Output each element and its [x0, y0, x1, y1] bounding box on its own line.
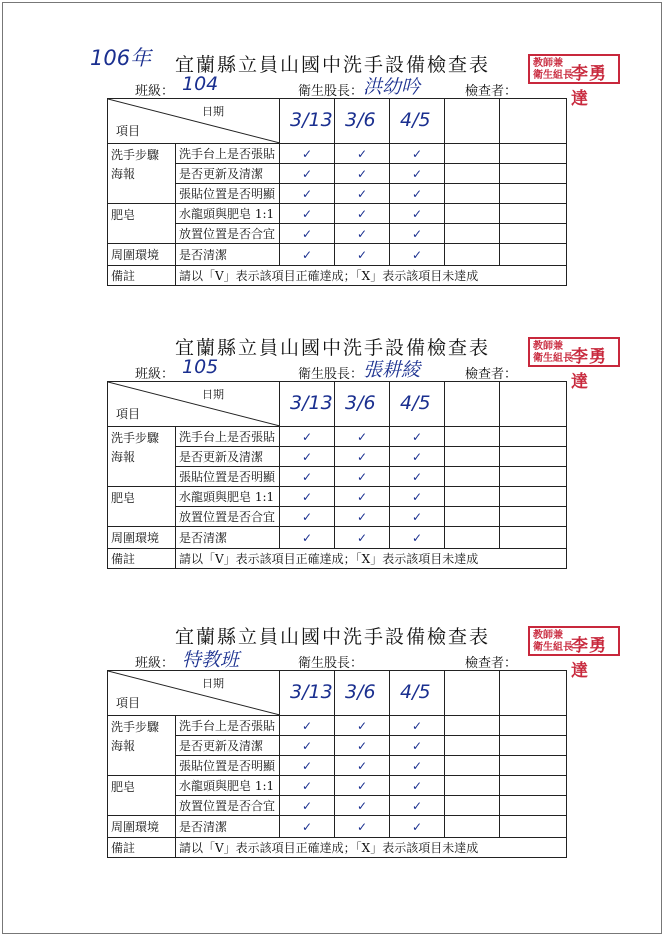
- stamp-role-line1: 教師兼: [533, 341, 563, 352]
- inspector-label: 檢查者：: [465, 367, 518, 382]
- check-cell: ✓: [280, 224, 335, 244]
- check-cell: [445, 467, 500, 487]
- category-name: 肥皂: [111, 491, 136, 505]
- item-label: 水龍頭與肥皂 1:1: [176, 487, 280, 507]
- check-cell: ✓: [335, 507, 390, 527]
- item-label: 張貼位置是否明顯: [176, 184, 280, 204]
- check-cell: [445, 427, 500, 447]
- item-header-label: 項目: [116, 124, 141, 138]
- item-label: 洗手台上是否張貼: [176, 427, 280, 447]
- check-cell: ✓: [390, 244, 445, 266]
- date-value: 4/5: [400, 392, 431, 414]
- date-column-header: [335, 671, 390, 716]
- item-label: 是否更新及清潔: [176, 164, 280, 184]
- chief-label: 衛生股長：: [298, 656, 364, 671]
- check-cell: [445, 796, 500, 816]
- check-cell: [445, 204, 500, 224]
- form-title: 宜蘭縣立員山國中洗手設備檢查表: [175, 54, 491, 76]
- remarks-text: 請以「V」表示該項目正確達成；「X」表示該項目未達成: [176, 549, 567, 569]
- check-cell: [445, 756, 500, 776]
- check-cell: [500, 164, 567, 184]
- check-cell: [445, 776, 500, 796]
- category-name: 周圍環境: [111, 820, 160, 834]
- table-row: [108, 467, 567, 487]
- check-cell: ✓: [280, 716, 335, 736]
- check-cell: [500, 427, 567, 447]
- stamp-role: [533, 58, 573, 82]
- date-item-header: [108, 382, 280, 427]
- item-label: 張貼位置是否明顯: [176, 756, 280, 776]
- category-name: 海報: [111, 450, 136, 464]
- item-label: 是否清潔: [176, 244, 280, 266]
- table-row: [108, 487, 567, 507]
- stamp-name: 李勇達: [571, 636, 607, 681]
- check-cell: ✓: [390, 736, 445, 756]
- stamp-role-line2: 衛生組長: [533, 642, 573, 653]
- check-cell: ✓: [335, 487, 390, 507]
- date-value: 3/13: [290, 681, 333, 703]
- table-row: [108, 716, 567, 736]
- date-value: 3/6: [345, 392, 376, 414]
- date-header-label: 日期: [202, 105, 224, 118]
- header-row: [108, 99, 567, 144]
- check-cell: ✓: [280, 244, 335, 266]
- item-label: 是否更新及清潔: [176, 736, 280, 756]
- check-cell: ✓: [390, 487, 445, 507]
- item-label: 是否清潔: [176, 527, 280, 549]
- check-cell: ✓: [280, 427, 335, 447]
- check-cell: [445, 224, 500, 244]
- check-cell: ✓: [280, 527, 335, 549]
- form-title: 宜蘭縣立員山國中洗手設備檢查表: [175, 626, 491, 648]
- check-cell: [500, 184, 567, 204]
- category-cell: [108, 527, 176, 549]
- header-row: [108, 382, 567, 427]
- check-cell: ✓: [390, 527, 445, 549]
- check-cell: ✓: [390, 164, 445, 184]
- year-note-handwritten: 106年: [90, 46, 152, 70]
- check-cell: [500, 224, 567, 244]
- remarks-row: [108, 549, 567, 569]
- check-cell: [500, 487, 567, 507]
- check-cell: ✓: [390, 447, 445, 467]
- date-column-header: [500, 99, 567, 144]
- check-cell: ✓: [335, 447, 390, 467]
- item-label: 洗手台上是否張貼: [176, 144, 280, 164]
- inspector-label: 檢查者：: [465, 84, 518, 99]
- item-label: 洗手台上是否張貼: [176, 716, 280, 736]
- stamp-role-line1: 教師兼: [533, 630, 563, 641]
- table-row: [108, 427, 567, 447]
- stamp-role: [533, 341, 573, 365]
- item-label: 張貼位置是否明顯: [176, 467, 280, 487]
- check-cell: ✓: [390, 507, 445, 527]
- table-row: [108, 184, 567, 204]
- remarks-text: 請以「V」表示該項目正確達成；「X」表示該項目未達成: [176, 838, 567, 858]
- check-cell: [445, 487, 500, 507]
- check-cell: ✓: [335, 164, 390, 184]
- table-row: [108, 796, 567, 816]
- check-cell: ✓: [335, 716, 390, 736]
- check-cell: ✓: [280, 204, 335, 224]
- date-column-header: [280, 671, 335, 716]
- check-cell: [445, 736, 500, 756]
- check-cell: ✓: [280, 776, 335, 796]
- check-cell: [500, 816, 567, 838]
- check-cell: ✓: [335, 144, 390, 164]
- table-row: [108, 204, 567, 224]
- category-name: 周圍環境: [111, 531, 160, 545]
- category-cell: [108, 244, 176, 266]
- check-cell: [445, 144, 500, 164]
- check-cell: ✓: [280, 816, 335, 838]
- stamp-role-line2: 衛生組長: [533, 353, 573, 364]
- category-name: 海報: [111, 167, 136, 181]
- class-value: 104: [182, 73, 219, 95]
- item-label: 放置位置是否合宜: [176, 507, 280, 527]
- table-row: [108, 144, 567, 164]
- class-label: 班級：: [135, 656, 175, 671]
- table-row: [108, 527, 567, 549]
- check-cell: ✓: [390, 144, 445, 164]
- date-column-header: [445, 671, 500, 716]
- check-cell: [500, 244, 567, 266]
- table-row: [108, 816, 567, 838]
- check-cell: ✓: [280, 144, 335, 164]
- category-name: 肥皂: [111, 780, 136, 794]
- check-cell: ✓: [390, 776, 445, 796]
- item-label: 放置位置是否合宜: [176, 224, 280, 244]
- table-row: [108, 244, 567, 266]
- official-stamp: [528, 626, 620, 681]
- stamp-name: 李勇達: [571, 347, 607, 392]
- date-value: 3/13: [290, 109, 333, 131]
- stamp-role-line2: 衛生組長: [533, 70, 573, 81]
- stamp-role: [533, 630, 573, 654]
- item-label: 是否清潔: [176, 816, 280, 838]
- date-column-header: [335, 382, 390, 427]
- category-name: 洗手步驟: [111, 720, 160, 734]
- check-cell: ✓: [335, 204, 390, 224]
- check-cell: ✓: [280, 756, 335, 776]
- check-cell: ✓: [390, 427, 445, 447]
- item-label: 是否更新及清潔: [176, 447, 280, 467]
- category-cell: [108, 716, 176, 776]
- table-row: [108, 447, 567, 467]
- remarks-label: 備註: [108, 266, 176, 286]
- check-cell: ✓: [280, 184, 335, 204]
- table-row: [108, 736, 567, 756]
- check-cell: ✓: [280, 507, 335, 527]
- table-row: [108, 776, 567, 796]
- check-cell: ✓: [390, 796, 445, 816]
- date-column-header: [445, 382, 500, 427]
- check-cell: ✓: [390, 716, 445, 736]
- form-title: 宜蘭縣立員山國中洗手設備檢查表: [175, 337, 491, 359]
- date-value: 3/6: [345, 109, 376, 131]
- check-cell: ✓: [335, 467, 390, 487]
- check-cell: ✓: [390, 756, 445, 776]
- check-cell: ✓: [335, 816, 390, 838]
- check-cell: [445, 507, 500, 527]
- date-column-header: [280, 382, 335, 427]
- check-cell: [445, 184, 500, 204]
- official-stamp: [528, 337, 620, 392]
- remarks-label: 備註: [108, 549, 176, 569]
- date-column-header: [390, 382, 445, 427]
- chief-label: 衛生股長：: [298, 367, 364, 382]
- table-row: [108, 224, 567, 244]
- check-cell: ✓: [335, 527, 390, 549]
- category-name: 肥皂: [111, 208, 136, 222]
- check-cell: ✓: [335, 776, 390, 796]
- check-cell: ✓: [280, 796, 335, 816]
- category-cell: [108, 144, 176, 204]
- remarks-text: 請以「V」表示該項目正確達成；「X」表示該項目未達成: [176, 266, 567, 286]
- inspector-label: 檢查者：: [465, 656, 518, 671]
- check-cell: [445, 716, 500, 736]
- check-cell: [500, 796, 567, 816]
- check-cell: [500, 716, 567, 736]
- class-label: 班級：: [135, 367, 175, 382]
- check-cell: ✓: [335, 756, 390, 776]
- remarks-row: [108, 266, 567, 286]
- checklist-table: [107, 381, 567, 569]
- check-cell: [445, 447, 500, 467]
- table-row: [108, 507, 567, 527]
- check-cell: [500, 756, 567, 776]
- date-column-header: [390, 99, 445, 144]
- check-cell: ✓: [335, 224, 390, 244]
- class-value: 105: [182, 356, 219, 378]
- check-cell: [500, 144, 567, 164]
- check-cell: ✓: [390, 184, 445, 204]
- chief-value: 洪幼吟: [363, 76, 421, 98]
- check-cell: ✓: [335, 736, 390, 756]
- check-cell: [500, 447, 567, 467]
- check-cell: ✓: [335, 427, 390, 447]
- date-header-label: 日期: [202, 388, 224, 401]
- remarks-label: 備註: [108, 838, 176, 858]
- date-value: 3/6: [345, 681, 376, 703]
- stamp-name: 李勇達: [571, 64, 607, 109]
- category-cell: [108, 776, 176, 816]
- stamp-role-line1: 教師兼: [533, 58, 563, 69]
- item-label: 水龍頭與肥皂 1:1: [176, 204, 280, 224]
- check-cell: ✓: [280, 467, 335, 487]
- date-column-header: [390, 671, 445, 716]
- check-cell: [500, 467, 567, 487]
- check-cell: ✓: [335, 244, 390, 266]
- item-label: 水龍頭與肥皂 1:1: [176, 776, 280, 796]
- date-column-header: [500, 671, 567, 716]
- item-header-label: 項目: [116, 696, 141, 710]
- checklist-table: [107, 670, 567, 858]
- checklist-table: [107, 98, 567, 286]
- chief-label: 衛生股長：: [298, 84, 364, 99]
- date-column-header: [335, 99, 390, 144]
- date-value: 4/5: [400, 109, 431, 131]
- date-item-header: [108, 99, 280, 144]
- category-name: 洗手步驟: [111, 431, 160, 445]
- check-cell: [445, 164, 500, 184]
- check-cell: ✓: [390, 204, 445, 224]
- header-row: [108, 671, 567, 716]
- check-cell: [500, 736, 567, 756]
- check-cell: ✓: [335, 796, 390, 816]
- item-header-label: 項目: [116, 407, 141, 421]
- table-row: [108, 756, 567, 776]
- category-name: 海報: [111, 739, 136, 753]
- check-cell: ✓: [335, 184, 390, 204]
- category-name: 洗手步驟: [111, 148, 160, 162]
- check-cell: ✓: [390, 816, 445, 838]
- check-cell: ✓: [390, 467, 445, 487]
- check-cell: [500, 527, 567, 549]
- official-stamp: [528, 54, 620, 109]
- remarks-row: [108, 838, 567, 858]
- category-cell: [108, 204, 176, 244]
- date-item-header: [108, 671, 280, 716]
- table-row: [108, 164, 567, 184]
- date-value: 3/13: [290, 392, 333, 414]
- date-column-header: [445, 99, 500, 144]
- class-value: 特教班: [182, 649, 240, 671]
- check-cell: [445, 816, 500, 838]
- date-value: 4/5: [400, 681, 431, 703]
- check-cell: ✓: [280, 447, 335, 467]
- check-cell: [445, 527, 500, 549]
- date-column-header: [280, 99, 335, 144]
- date-column-header: [500, 382, 567, 427]
- check-cell: [445, 244, 500, 266]
- class-label: 班級：: [135, 84, 175, 99]
- check-cell: [500, 507, 567, 527]
- category-cell: [108, 487, 176, 527]
- category-name: 周圍環境: [111, 248, 160, 262]
- check-cell: ✓: [280, 487, 335, 507]
- date-header-label: 日期: [202, 677, 224, 690]
- check-cell: [500, 776, 567, 796]
- category-cell: [108, 816, 176, 838]
- check-cell: ✓: [280, 736, 335, 756]
- check-cell: ✓: [390, 224, 445, 244]
- category-cell: [108, 427, 176, 487]
- chief-value: 張耕綾: [363, 359, 421, 381]
- check-cell: ✓: [280, 164, 335, 184]
- check-cell: [500, 204, 567, 224]
- item-label: 放置位置是否合宜: [176, 796, 280, 816]
